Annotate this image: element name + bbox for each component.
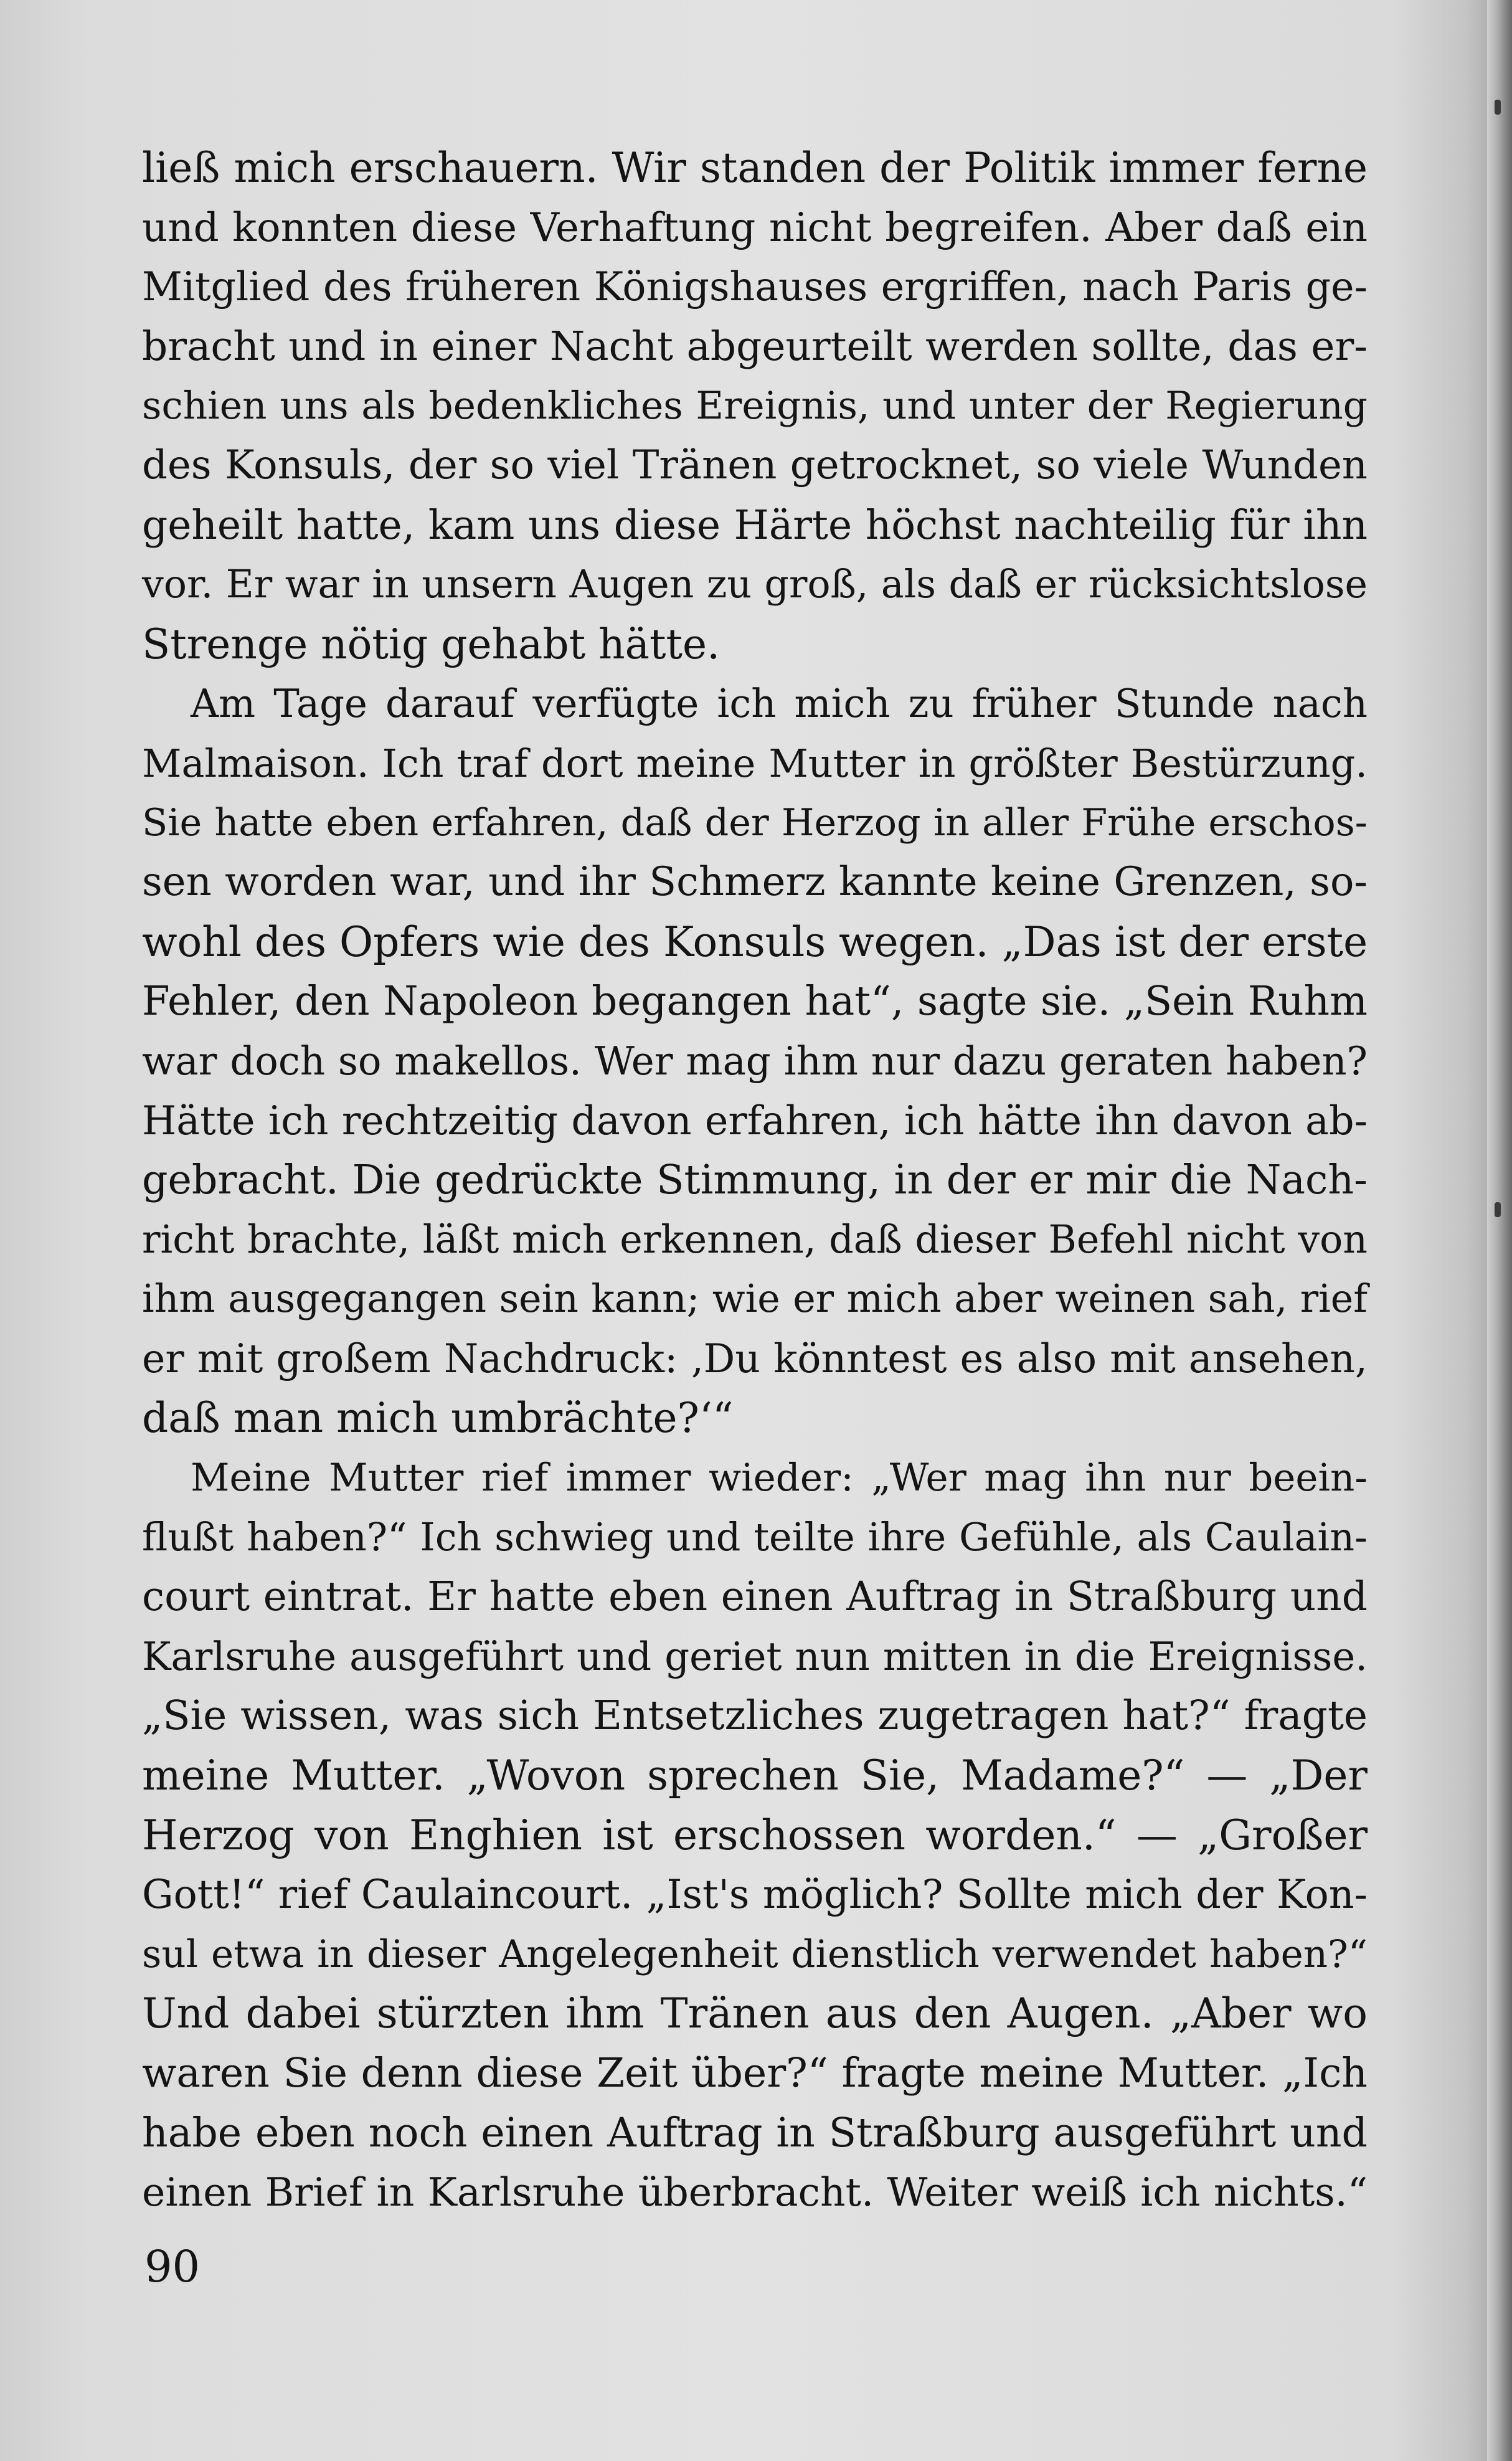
text-line: schien uns als bedenkliches Ereignis, und unter der Regierung [142, 384, 1368, 429]
text-line: Malmaison. Ich traf dort meine Mutter in größter Bestürzung. [142, 740, 1368, 786]
text-line: habe eben noch einen Auftrag in Straßburg ausgeführt und [142, 2109, 1368, 2156]
text-line: waren Sie denn diese Zeit über?“ fragte meine Mutter. „Ich [142, 2050, 1368, 2097]
text-line: Karlsruhe ausgeführt und geriet nun mitten in die Ereignisse. [142, 1633, 1368, 1679]
text-line: flußt haben?“ Ich schwieg und teilte ihre Gefühle, als Caulain- [142, 1514, 1368, 1560]
text-line: er mit großem Nachdruck: ‚Du könntest es also mit ansehen, [142, 1335, 1368, 1382]
text-line: und konnten diese Verhaftung nicht begreifen. Aber daß ein [142, 204, 1368, 251]
text-line: Hätte ich rechtzeitig davon erfahren, ich hätte ihn davon ab- [142, 1097, 1368, 1144]
text-line: Am Tage darauf verfügte ich mich zu früher Stunde nach [191, 681, 1368, 727]
text-line: Herzog von Enghien ist erschossen worden.“ — „Großer [142, 1811, 1368, 1859]
text-line: geheilt hatte, kam uns diese Härte höchst nachteilig für ihn [142, 501, 1368, 549]
text-line: Strenge nötig gehabt hätte. [142, 620, 721, 668]
text-line: Sie hatte eben erfahren, daß der Herzog in aller Frühe erschos- [142, 800, 1368, 845]
text-line: Und dabei stürzten ihm Tränen aus den Augen. „Aber wo [142, 1989, 1368, 2038]
text-line: daß man mich umbrächte?‘“ [142, 1394, 734, 1443]
text-line: wohl des Opfers wie des Konsuls wegen. „Das ist der erste [142, 918, 1368, 966]
text-line: sen worden war, und ihr Schmerz kannte keine Grenzen, so- [142, 859, 1368, 906]
text-line: des Konsuls, der so viel Tränen getrocknet, so viele Wunden [142, 442, 1368, 488]
text-line: ihm ausgegangen sein kann; wie er mich aber weinen sah, rief [142, 1276, 1368, 1322]
text-line: sul etwa in dieser Angelegenheit dienstlich verwendet haben?“ [142, 1932, 1368, 1976]
text-line: ließ mich erschauern. Wir standen der Politik immer ferne [142, 144, 1368, 192]
text-line: Meine Mutter rief immer wieder: „Wer mag ihn nur beein- [191, 1456, 1368, 1501]
text-line: meine Mutter. „Wovon sprechen Sie, Madame?“ — „Der [142, 1752, 1368, 1800]
text-line: court eintrat. Er hatte eben einen Auftrag in Straßburg und [142, 1573, 1368, 1621]
edge-mark [1495, 100, 1501, 115]
text-line: vor. Er war in unsern Augen zu groß, als daß er rücksichtslose [142, 562, 1368, 607]
text-line: gebracht. Die gedrückte Stimmung, in der er mir die Nach- [142, 1157, 1368, 1204]
text-line: „Sie wissen, was sich Entsetzliches zugetragen hat?“ fragte [142, 1692, 1368, 1740]
text-line: einen Brief in Karlsruhe überbracht. Weiter weiß ich nichts.“ [142, 2169, 1368, 2216]
body-text [142, 138, 1368, 2222]
page-number: 90 [144, 2241, 201, 2292]
text-line: richt brachte, läßt mich erkennen, daß dieser Befehl nicht von [142, 1216, 1368, 1262]
text-line: Fehler, den Napoleon begangen hat“, sagte sie. „Sein Ruhm [142, 978, 1368, 1025]
text-line: war doch so makellos. Wer mag ihm nur dazu geraten haben? [142, 1038, 1368, 1084]
page-edge-shadow [1487, 0, 1512, 2461]
text-line: Mitglied des früheren Königshauses ergriffen, nach Paris ge- [142, 263, 1368, 310]
edge-mark [1495, 1202, 1501, 1217]
text-line: bracht und in einer Nacht abgeurteilt werden sollte, das er- [142, 323, 1368, 370]
text-line: Gott!“ rief Caulaincourt. „Ist's möglich? Sollte mich der Kon- [142, 1871, 1368, 1918]
